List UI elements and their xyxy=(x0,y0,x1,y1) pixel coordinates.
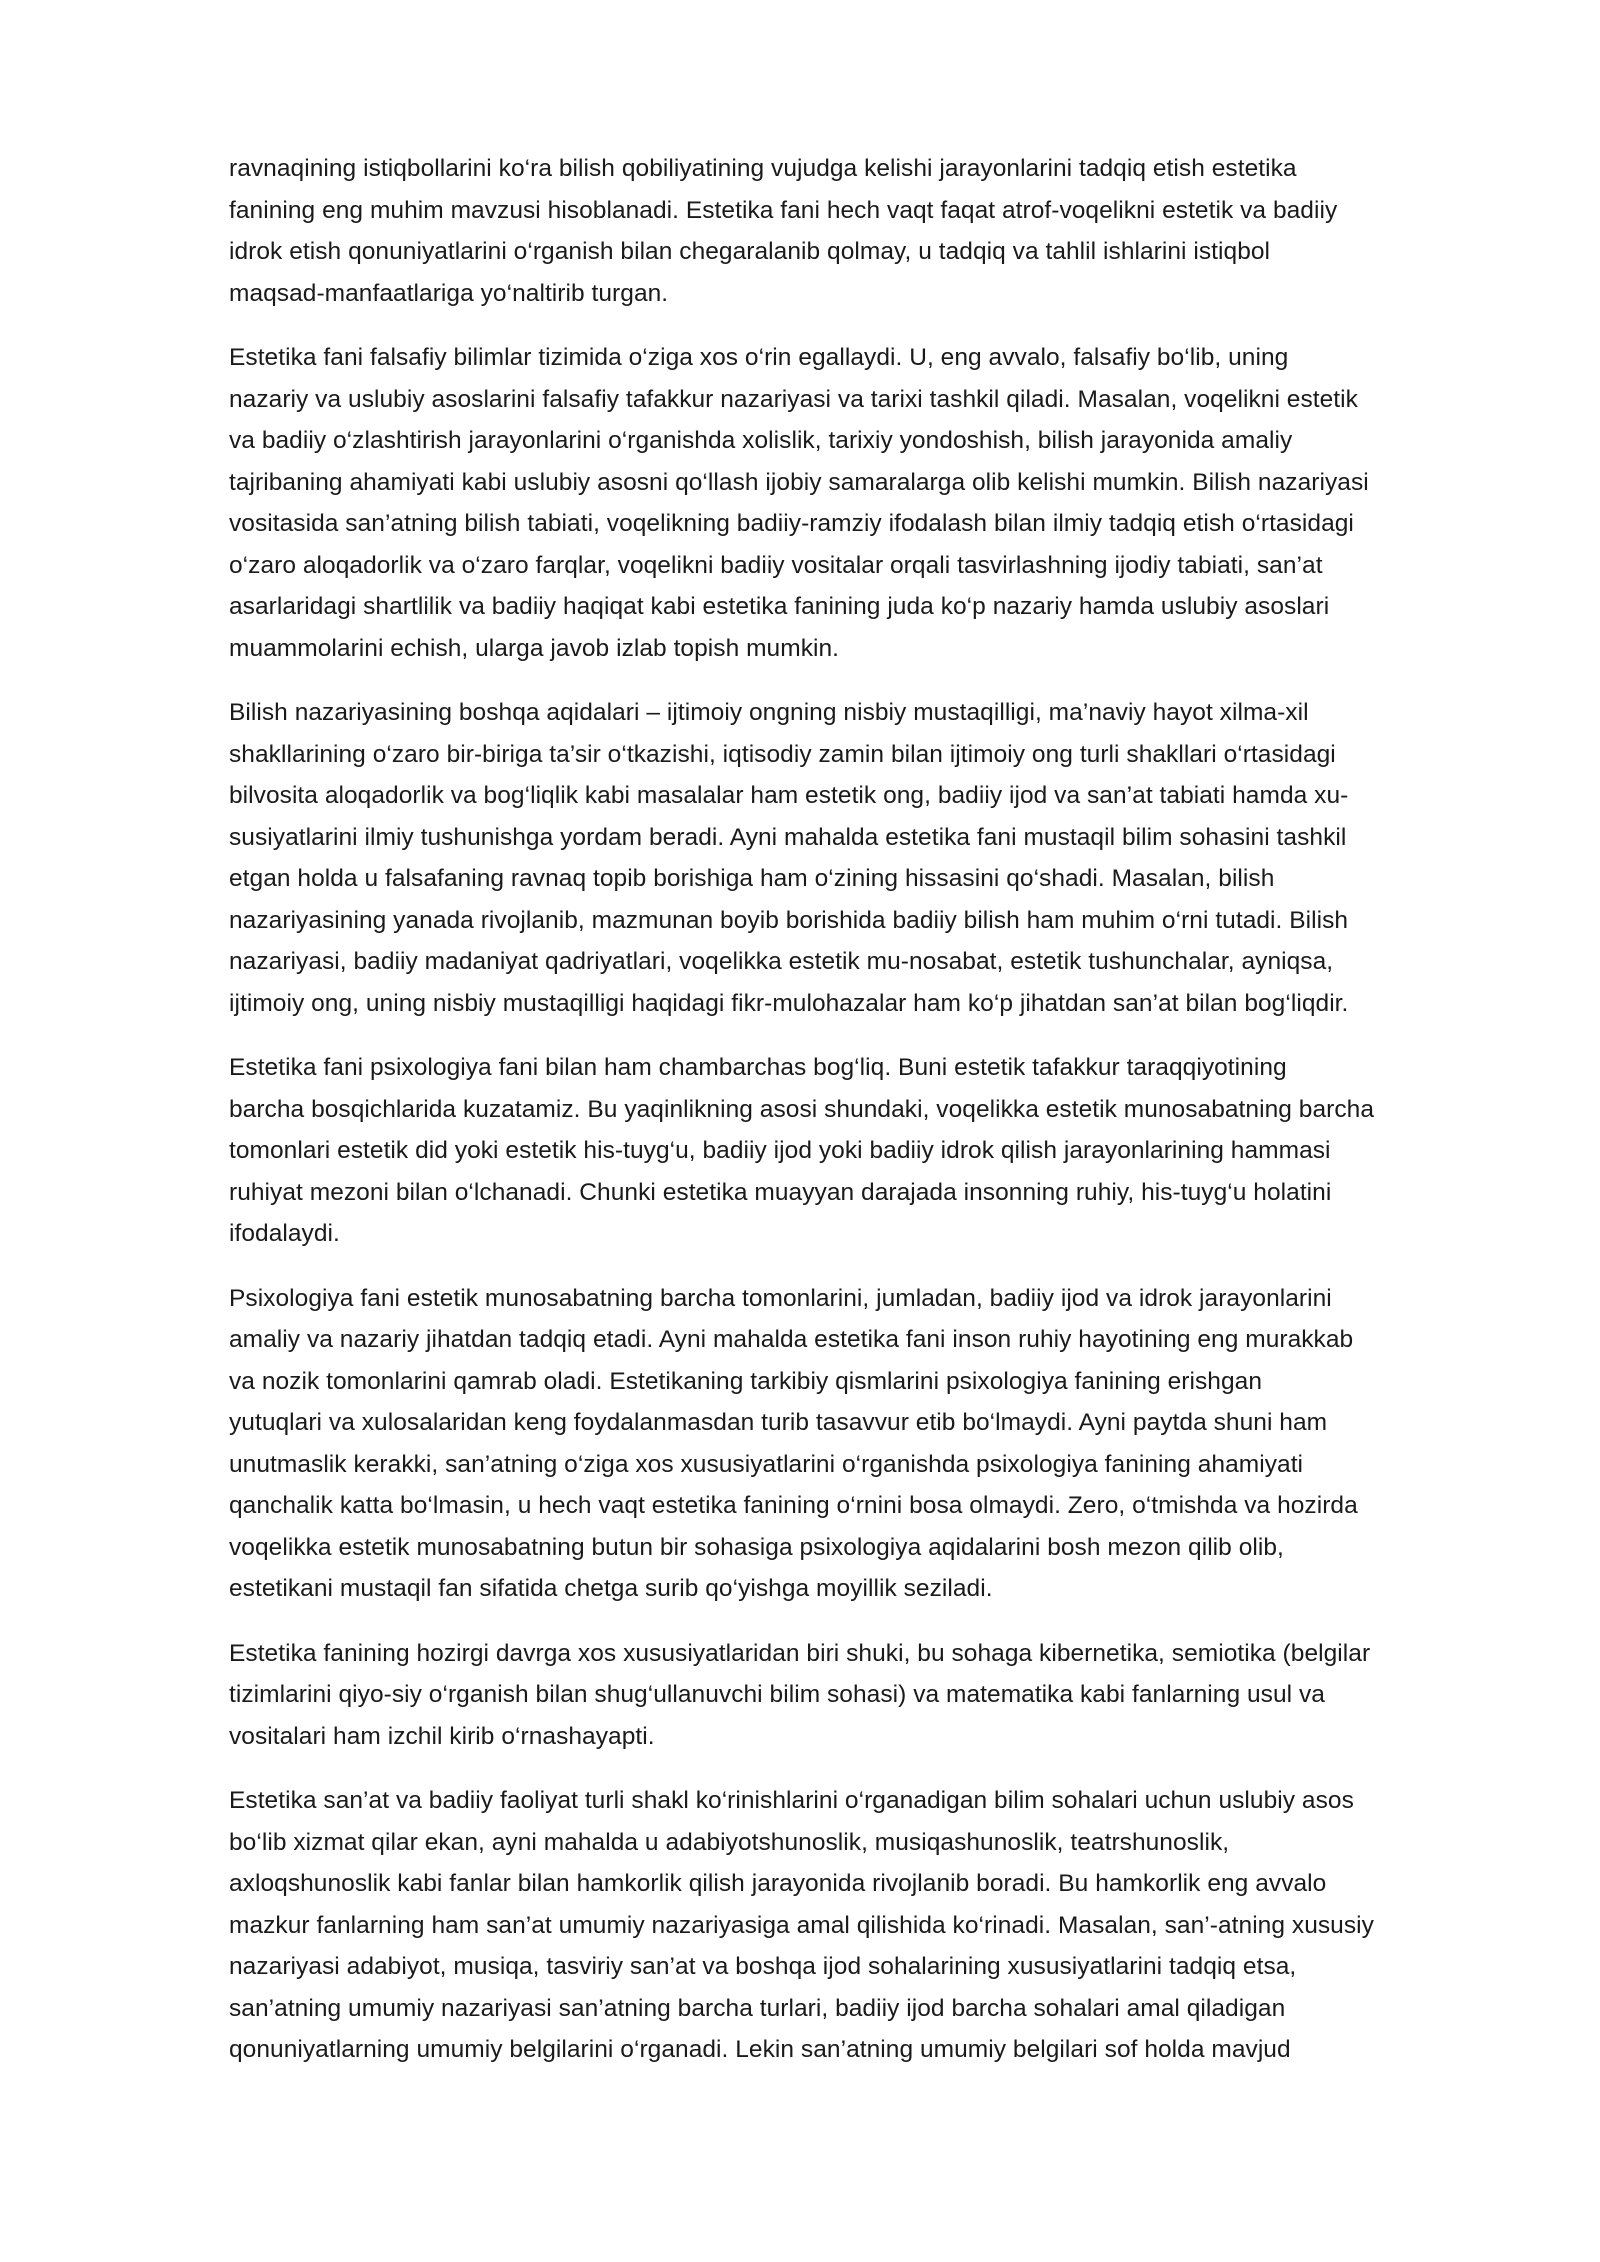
text-line: Estetika fani falsafiy bilimlar tizimida o‘ziga xos o‘rin egallaydi. U, eng avvalo, falsafiy bo‘lib, uning xyxy=(229,344,1289,371)
paragraph xyxy=(229,148,1379,314)
text-line: nazariyasi, badiiy madaniyat qadriyatlari, voqelikka estetik mu-nosabat, estetik tushunchalar, ayniqsa, xyxy=(229,948,1334,975)
text-line: va nozik tomonlarini qamrab oladi. Estetikaning tarkibiy qismlarini psixologiya fanining erishgan xyxy=(229,1367,1263,1395)
paragraph xyxy=(229,1047,1379,1255)
text-line: nazariy va uslubiy asoslarini falsafiy tafakkur nazariyasi va tarixi tashkil qiladi. Masalan, voqelikni estetik xyxy=(229,385,1358,413)
text-line: san’atning umumiy nazariyasi san’atning barcha turlari, badiiy ijod barcha sohalari amal qiladigan xyxy=(229,1994,1286,2022)
text-line: etgan holda u falsafaning ravnaq topib borishiga ham o‘zining hissasini qo‘shadi. Masalan, bilish xyxy=(229,865,1275,892)
text-line: vositalari ham izchil kirib o‘rnashayapti. xyxy=(229,1722,655,1750)
paragraph xyxy=(229,337,1379,669)
paragraph xyxy=(229,1633,1379,1758)
text-line: va badiiy o‘zlashtirish jarayonlarini o‘rganishda xolislik, tarixiy yondoshish, bilish jarayonida amaliy xyxy=(229,427,1293,454)
text-line: tajribaning ahamiyati kabi uslubiy asosni qo‘llash ijobiy samaralarga olib kelishi mumkin. Bilish nazariyasi xyxy=(229,468,1369,496)
text-line: bo‘lib xizmat qilar ekan, ayni mahalda u adabiyotshunoslik, musiqashunoslik, teatrshunoslik, xyxy=(229,1828,1230,1856)
text-line: ravnaqining istiqbollarini ko‘ra bilish qobiliyatining vujudga kelishi jarayonlarini tadqiq etish estetika xyxy=(229,155,1297,182)
text-line: ijtimoiy ong, uning nisbiy mustaqilligi haqidagi fikr-mulohazalar ham ko‘p jihatdan san’at bilan bog‘liqdir. xyxy=(229,989,1349,1017)
text-line: ifodalaydi. xyxy=(229,1220,340,1247)
text-line: tizimlarini qiyo-siy o‘rganish bilan shug‘ullanuvchi bilim sohasi) va matematika kabi fanlarning usul va xyxy=(229,1681,1325,1708)
text-line: maqsad-manfaatlariga yo‘naltirib turgan. xyxy=(229,279,669,307)
text-line: muammolarini echish, ularga javob izlab topish mumkin. xyxy=(229,634,840,662)
text-line: bilvosita aloqadorlik va bog‘liqlik kabi masalalar ham estetik ong, badiiy ijod va san’at tabiati hamda xu- xyxy=(229,782,1349,809)
paragraph xyxy=(229,1780,1379,2071)
text-line: estetikani mustaqil fan sifatida chetga surib qo‘yishga moyillik seziladi. xyxy=(229,1575,993,1602)
text-line: yutuqlari va xulosalaridan keng foydalanmasdan turib tasavvur etib bo‘lmaydi. Ayni paytda shuni ham xyxy=(229,1409,1328,1436)
text-line: mazkur fanlarning ham san’at umumiy nazariyasiga amal qilishida ko‘rinadi. Masalan, san’-atning xususiy xyxy=(229,1911,1374,1939)
text-line: Bilish nazariyasining boshqa aqidalari – ijtimoiy ongning nisbiy mustaqilligi, ma’naviy hayot xilma-xil xyxy=(229,699,1309,726)
text-line: unutmaslik kerakki, san’atning o‘ziga xos xususiyatlarini o‘rganishda psixologiya fanining ahamiyati xyxy=(229,1450,1304,1478)
text-line: Estetika san’at va badiiy faoliyat turli shakl ko‘rinishlarini o‘rganadigan bilim sohalari uchun uslubiy asos xyxy=(229,1787,1354,1814)
text-line: Psixologiya fani estetik munosabatning barcha tomonlarini, jumladan, badiiy ijod va idrok jarayonlarini xyxy=(229,1284,1332,1312)
text-line: asarlaridagi shartlilik va badiiy haqiqat kabi estetika fanining juda ko‘p nazariy hamda uslubiy asoslari xyxy=(229,593,1330,620)
text-line: amaliy va nazariy jihatdan tadqiq etadi. Ayni mahalda estetika fani inson ruhiy hayotining eng murakkab xyxy=(229,1326,1354,1353)
text-line: barcha bosqichlarida kuzatamiz. Bu yaqinlikning asosi shundaki, voqelikka estetik munosabatning barcha xyxy=(229,1095,1375,1123)
document-page xyxy=(229,148,1379,2094)
text-line: Estetika fani psixologiya fani bilan ham chambarchas bog‘liq. Buni estetik tafakkur taraqqiyotining xyxy=(229,1054,1287,1081)
text-line: susiyatlarini ilmiy tushunishga yordam beradi. Ayni mahalda estetika fani mustaqil bilim sohasini tashkil xyxy=(229,823,1347,851)
text-line: voqelikka estetik munosabatning butun bir sohasiga psixologiya aqidalarini bosh mezon qilib olib, xyxy=(229,1533,1284,1561)
text-line: qanchalik katta bo‘lmasin, u hech vaqt estetika fanining o‘rnini bosa olmaydi. Zero, o‘tmishda va hozirda xyxy=(229,1492,1358,1519)
text-line: idrok etish qonuniyatlarini o‘rganish bilan chegaralanib qolmay, u tadqiq va tahlil ishlarini istiqbol xyxy=(229,238,1271,265)
text-line: Estetika fanining hozirgi davrga xos xususiyatlaridan biri shuki, bu sohaga kibernetika, semiotika (belgilar xyxy=(229,1639,1371,1667)
text-line: nazariyasi adabiyot, musiqa, tasviriy san’at va boshqa ijod sohalarining xususiyatlarini tadqiq etsa, xyxy=(229,1953,1297,1980)
text-line: fanining eng muhim mavzusi hisoblanadi. Estetika fani hech vaqt faqat atrof-voqelikni estetik va badiiy xyxy=(229,196,1338,224)
text-line: o‘zaro aloqadorlik va o‘zaro farqlar, voqelikni badiiy vositalar orqali tasvirlashning ijodiy tabiati, san’at xyxy=(229,551,1323,579)
text-line: ruhiyat mezoni bilan o‘lchanadi. Chunki estetika muayyan darajada insonning ruhiy, his-tuyg‘u holatini xyxy=(229,1178,1332,1206)
text-line: axloqshunoslik kabi fanlar bilan hamkorlik qilish jarayonida rivojlanib boradi. Bu hamkorlik eng avvalo xyxy=(229,1870,1327,1897)
paragraph xyxy=(229,1278,1379,1610)
text-line: vositasida san’atning bilish tabiati, voqelikning badiiy-ramziy ifodalash bilan ilmiy tadqiq etish o‘rtasidagi xyxy=(229,510,1354,537)
paragraph xyxy=(229,692,1379,1024)
text-line: qonuniyatlarning umumiy belgilarini o‘rganadi. Lekin san’atning umumiy belgilari sof holda mavjud xyxy=(229,2036,1291,2063)
text-line: nazariyasining yanada rivojlanib, mazmunan boyib borishida badiiy bilish ham muhim o‘rni tutadi. Bilish xyxy=(229,906,1349,934)
text-line: shakllarining o‘zaro bir-biriga ta’sir o‘tkazishi, iqtisodiy zamin bilan ijtimoiy ong turli shakllari o‘rtasidagi xyxy=(229,740,1336,768)
text-line: tomonlari estetik did yoki estetik his-tuyg‘u, badiiy ijod yoki badiiy idrok qilish jarayonlarining hammasi xyxy=(229,1137,1331,1164)
